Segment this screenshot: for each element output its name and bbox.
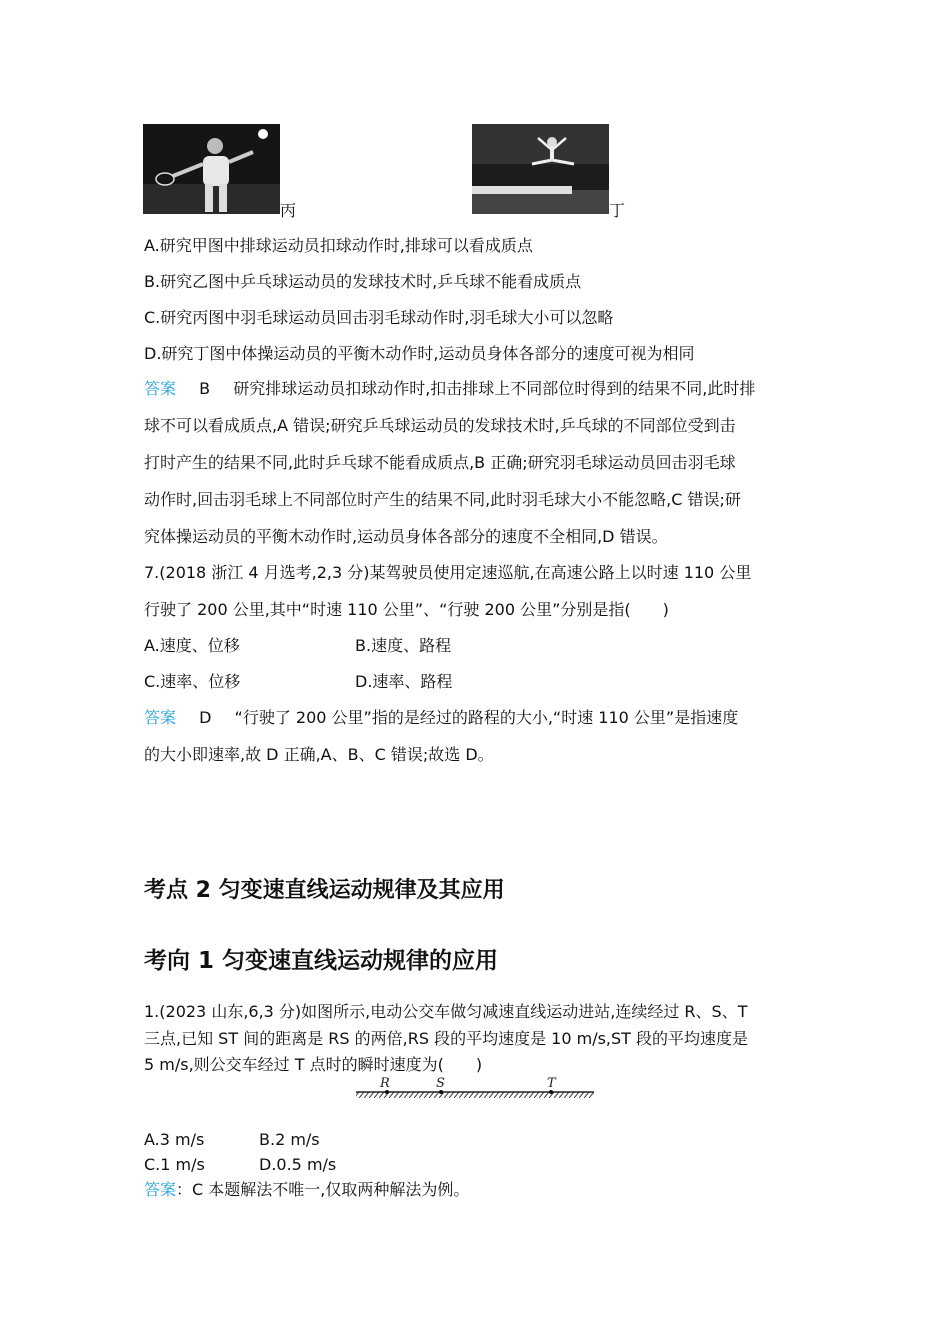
kaoxiang-heading: 考向 1 匀变速直线运动规律的应用 <box>144 948 499 974</box>
point-t-label: T <box>547 1076 556 1091</box>
q7-option-a: A.速度、位移 <box>144 636 240 655</box>
badminton-player-image <box>143 124 280 214</box>
q6-explanation-2: 打时产生的结果不同,此时乒乓球不能看成质点,B 正确;研究羽毛球运动员回击羽毛球 <box>144 453 736 472</box>
q7-stem-0: 7.(2018 浙江 4 月选考,2,3 分)某驾驶员使用定速巡航,在高速公路上以时速 110 公里 <box>144 563 752 582</box>
q6-option-c: C.研究丙图中羽毛球运动员回击羽毛球动作时,羽毛球大小可以忽略 <box>144 308 614 327</box>
q1-stem-2: 5 m/s,则公交车经过 T 点时的瞬时速度为( ) <box>144 1055 483 1074</box>
q6-answer-letter: B <box>199 379 211 398</box>
kaodian-heading: 考点 2 匀变速直线运动规律及其应用 <box>144 878 505 903</box>
point-r-label: R <box>380 1076 390 1091</box>
badminton-photo <box>143 124 280 214</box>
road-figure <box>354 1074 596 1102</box>
q6-option-b: B.研究乙图中乒乓球运动员的发球技术时,乒乓球不能看成质点 <box>144 272 582 291</box>
q1-answer-label: 答案 <box>144 1180 177 1199</box>
q7-answer-letter: D <box>199 708 212 727</box>
point-s-label: S <box>436 1076 445 1091</box>
q6-option-a: A.研究甲图中排球运动员扣球动作时,排球可以看成质点 <box>144 236 533 255</box>
q7-explanation-0: “行驶了 200 公里”指的是经过的路程的大小,“时速 110 公里”是指速度 <box>234 708 739 727</box>
balance-beam-photo <box>472 124 609 214</box>
q7-stem-1: 行驶了 200 公里,其中“时速 110 公里”、“行驶 200 公里”分别是指( ) <box>144 600 669 619</box>
q6-answer-line <box>144 379 755 399</box>
q1-option-b: B.2 m/s <box>259 1130 320 1149</box>
q7-option-c: C.速率、位移 <box>144 672 241 691</box>
road-hatch <box>356 1092 594 1098</box>
q7-option-b: B.速度、路程 <box>355 636 452 655</box>
photo-caption-bing: 丙 <box>280 201 297 220</box>
q6-option-d: D.研究丁图中体操运动员的平衡木动作时,运动员身体各部分的速度可视为相同 <box>144 344 695 363</box>
q1-option-d: D.0.5 m/s <box>259 1155 337 1174</box>
q7-answer-line <box>144 708 738 728</box>
q6-explanation-4: 究体操运动员的平衡木动作时,运动员身体各部分的速度不全相同,D 错误。 <box>144 527 668 546</box>
q1-stem-1: 三点,已知 ST 间的距离是 RS 的两倍,RS 段的平均速度是 10 m/s,ST 段的平均速度是 <box>144 1029 749 1048</box>
q1-stem-0: 1.(2023 山东,6,3 分)如图所示,电动公交车做匀减速直线运动进站,连续经过 R、S、T <box>144 1002 748 1021</box>
q6-explanation-0: 研究排球运动员扣球动作时,扣击排球上不同部位时得到的结果不同,此时排 <box>233 379 756 398</box>
q6-explanation-1: 球不可以看成质点,A 错误;研究乒乓球运动员的发球技术时,乒乓球的不同部位受到击 <box>144 416 736 435</box>
q6-explanation-3: 动作时,回击羽毛球上不同部位时产生的结果不同,此时羽毛球大小不能忽略,C 错误;研 <box>144 490 741 509</box>
gymnast-image <box>472 124 609 214</box>
q1-option-a: A.3 m/s <box>144 1130 205 1149</box>
q1-option-c: C.1 m/s <box>144 1155 205 1174</box>
q7-explanation-1: 的大小即速率,故 D 正确,A、B、C 错误;故选 D。 <box>144 745 494 764</box>
q6-answer-label: 答案 <box>144 379 177 398</box>
q1-answer-text: ：C 本题解法不唯一,仅取两种解法为例。 <box>176 1180 470 1199</box>
q7-option-d: D.速率、路程 <box>355 672 453 691</box>
q1-answer-line <box>144 1179 469 1201</box>
q7-answer-label: 答案 <box>144 708 177 727</box>
photo-caption-ding: 丁 <box>609 201 626 220</box>
